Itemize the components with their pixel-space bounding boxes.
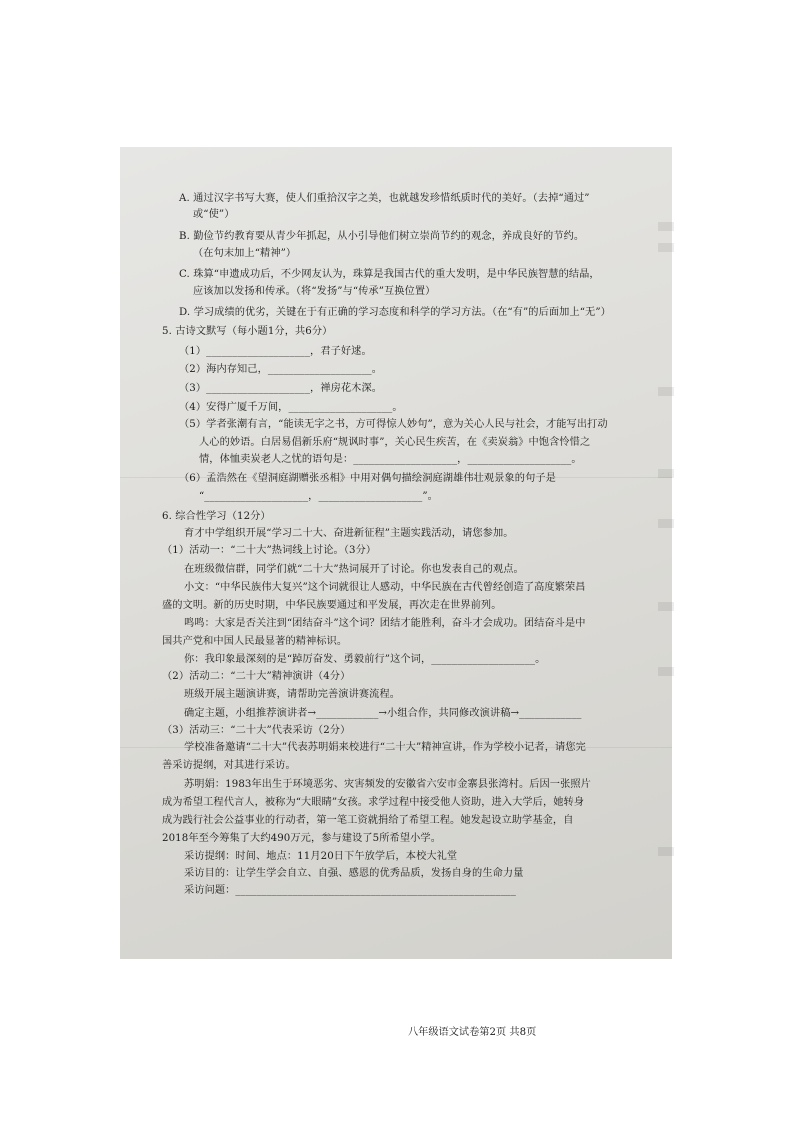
text-line: （1）活动一：“二十大”热词线上讨论。（3分） xyxy=(162,545,377,556)
text-line: 在班级微信群，同学们就“二十大”热词展开了讨论。你也发表自己的观点。 xyxy=(184,564,524,575)
text-line: B. 勤俭节约教育要从青少年抓起，从小引导他们树立崇尚节约的观念，养成良好的节约。 xyxy=(179,231,585,242)
text-line: C. 珠算“申遗成功后，不少网友认为，珠算是我国古代的重大发明，是中华民族智慧的结晶， xyxy=(179,269,600,280)
text-line: 人心的妙语。白居易倡新乐府“规讽时事”，关心民生疾苦，在《卖炭翁》中饱含怜惜之 xyxy=(199,437,591,448)
text-line: 情，体恤卖炭老人之忧的语句是：____________________，____________________。 xyxy=(199,454,582,465)
text-line: （4）安得广厦千万间，____________________。 xyxy=(179,402,403,413)
text-line: （3）____________________，禅房花木深。 xyxy=(179,383,383,394)
text-line: 学校准备邀请“二十大”代表苏明娟来校进行“二十大”精神宣讲，作为学校小记者，请您完 xyxy=(184,742,586,753)
text-line: 小文：“中华民族伟大复兴”这个词就很让人感动，中华民族在古代曾经创造了高度繁荣昌 xyxy=(184,582,586,593)
text-line: （在句末加上“精神”） xyxy=(193,248,297,259)
text-line: D. 学习成绩的优劣，关键在于有正确的学习态度和科学的学习方法。（在“有”的后面加上“无”） xyxy=(179,307,611,318)
text-line: （6）孟浩然在《望洞庭湖赠张丞相》中用对偶句描绘洞庭湖雄伟壮观景象的句子是 xyxy=(179,473,556,484)
exam-page-photo xyxy=(120,147,672,1038)
text-line: 采访提纲：时间、地点：11月20日下午放学后，本校大礼堂 xyxy=(184,851,458,862)
text-line: A. 通过汉字书写大赛，使人们重拾汉字之美，也就越发珍惜纸质时代的美好。（去掉“通过” xyxy=(179,193,590,204)
text-line: 苏明娟：1983年出生于环境恶劣、灾害频发的安徽省六安市金寨县张湾村。后因一张照片 xyxy=(184,779,591,790)
text-line: 6. 综合性学习（12分） xyxy=(162,511,271,522)
page-footer: 八年级语文试卷第2页 共8页 xyxy=(408,1027,537,1038)
text-line: 成为践行社会公益事业的行动者，第一笔工资就捐给了希望工程。她发起设立助学基金，自 xyxy=(162,815,574,826)
text-line: （2）活动二：“二十大”精神演讲（4分） xyxy=(162,671,351,682)
text-line: （2）海内存知己，____________________。 xyxy=(179,364,383,375)
text-line: 确定主题，小组推荐演讲者→____________→小组合作，共同修改演讲稿→____________ xyxy=(184,708,582,719)
text-line: 善采访提纲，对其进行采访。 xyxy=(162,760,296,771)
text-line: “____________________，____________________”。 xyxy=(199,491,438,502)
text-line: 国共产党和中国人民最显著的精神标识。 xyxy=(162,636,348,647)
text-line: （5）学者张潮有言，“能读无字之书，方可得惊人妙句”，意为关心人民与社会，才能写出打动 xyxy=(179,419,608,430)
text-line: 2018年至今筹集了大约490万元，参与建设了5所希望小学。 xyxy=(162,833,441,844)
text-line: 5. 古诗文默写（每小题1分，共6分） xyxy=(162,326,333,337)
text-line: 或“使”） xyxy=(193,209,235,220)
text-line: （3）活动三：“二十大”代表采访（2分） xyxy=(162,725,351,736)
text-line: 育才中学组织开展“学习二十大、奋进新征程”主题实践活动，请您参加。 xyxy=(184,528,514,539)
text-line: 采访问题：______________________________________________________ xyxy=(184,885,516,896)
text-line: 班级开展主题演讲赛，请帮助完善演讲赛流程。 xyxy=(184,689,401,700)
text-line: 鸣鸣：大家是否关注到“团结奋斗”这个词？团结才能胜利，奋斗才会成功。团结奋斗是中 xyxy=(184,618,586,629)
text-line: （1）____________________，君子好逑。 xyxy=(179,346,372,357)
text-line: 应该加以发扬和传承。（将“发扬”与“传承”互换位置） xyxy=(193,286,436,297)
text-line: 盛的文明。新的历史时期，中华民族要通过和平发展，再次走在世界前列。 xyxy=(162,600,502,611)
text-line: 成为希望工程代言人，被称为“大眼睛”女孩。求学过程中接受他人资助，进入大学后，她转身 xyxy=(162,797,585,808)
text-line: 采访目的：让学生学会自立、自强、感恩的优秀品质，发扬自身的生命力量 xyxy=(184,868,524,879)
text-line: 你：我印象最深刻的是“踔厉奋发、勇毅前行”这个词，____________________。 xyxy=(184,654,546,665)
